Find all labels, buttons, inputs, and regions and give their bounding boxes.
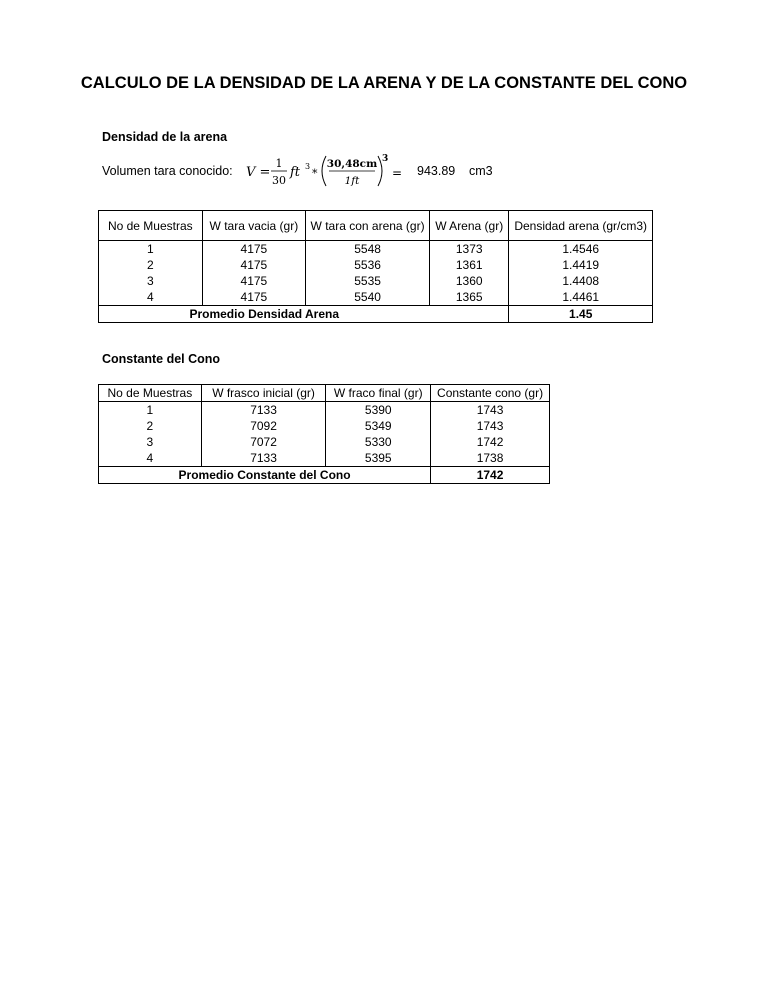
table-cell: 5548 [306, 241, 430, 258]
density-table [98, 210, 653, 323]
column-header: W tara vacia (gr) [202, 211, 306, 241]
table-cell: 1743 [431, 418, 550, 434]
formula-exp: 3 [305, 162, 311, 171]
cone-table-header [99, 385, 550, 402]
formula-lhs: V = [246, 165, 271, 180]
table-cell: 1.4419 [509, 257, 653, 273]
table-row [99, 241, 653, 258]
table-cell: 4175 [202, 289, 306, 306]
formula-inner-den: 1ft [344, 175, 360, 187]
table-row [99, 434, 550, 450]
cone-section-heading: Constante del Cono [102, 352, 221, 366]
average-label: Promedio Densidad Arena [99, 306, 430, 323]
table-cell: 4 [99, 450, 202, 467]
table-cell: 1743 [431, 402, 550, 419]
column-header: W tara con arena (gr) [306, 211, 430, 241]
table-cell: 4 [99, 289, 203, 306]
table-cell: 4175 [202, 257, 306, 273]
volume-value: 943.89 [417, 164, 456, 178]
formula-inner-num: 30,48cm [326, 158, 378, 170]
table-cell: 5536 [306, 257, 430, 273]
table-cell: 7072 [201, 434, 326, 450]
table-cell: 5540 [306, 289, 430, 306]
column-header: No de Muestras [99, 385, 202, 402]
formula-equals: = [392, 166, 403, 180]
average-value: 1.45 [509, 306, 653, 323]
table-cell: 1738 [431, 450, 550, 467]
density-table-header [99, 211, 653, 241]
table-cell: 3 [99, 434, 202, 450]
table-cell [429, 306, 508, 323]
column-header: W Arena (gr) [429, 211, 508, 241]
table-cell: 7092 [201, 418, 326, 434]
table-cell: 5535 [306, 273, 430, 289]
average-value: 1742 [431, 467, 550, 484]
formula-outer-exp: 3 [382, 154, 389, 164]
table-cell: 1360 [429, 273, 508, 289]
page-title: CALCULO DE LA DENSIDAD DE LA ARENA Y DE LA CONSTANTE DEL CONO [80, 74, 688, 92]
table-cell: 1.4408 [509, 273, 653, 289]
table-cell: 3 [99, 273, 203, 289]
column-header: Densidad arena (gr/cm3) [509, 211, 653, 241]
cone-table [98, 384, 550, 484]
column-header: W frasco inicial (gr) [201, 385, 326, 402]
formula-times: * [312, 167, 318, 180]
table-cell: 5349 [326, 418, 431, 434]
table-cell: 1361 [429, 257, 508, 273]
table-row [99, 450, 550, 467]
table-cell: 5390 [326, 402, 431, 419]
volume-formula [246, 152, 406, 190]
table-cell: 1373 [429, 241, 508, 258]
table-cell: 1.4461 [509, 289, 653, 306]
column-header: Constante cono (gr) [431, 385, 550, 402]
table-cell: 1 [99, 241, 203, 258]
table-cell: 5395 [326, 450, 431, 467]
column-header: W fraco final (gr) [326, 385, 431, 402]
table-cell: 2 [99, 418, 202, 434]
average-label: Promedio Constante del Cono [99, 467, 431, 484]
volume-unit: cm3 [469, 164, 493, 178]
table-cell: 4175 [202, 273, 306, 289]
column-header: No de Muestras [99, 211, 203, 241]
volume-row [102, 152, 522, 190]
density-section-heading: Densidad de la arena [102, 130, 228, 144]
table-row [99, 273, 653, 289]
average-row [99, 467, 550, 484]
table-cell: 7133 [201, 402, 326, 419]
table-row [99, 289, 653, 306]
table-cell: 1742 [431, 434, 550, 450]
average-row [99, 306, 653, 323]
table-row [99, 402, 550, 419]
formula-frac-den: 30 [272, 174, 286, 187]
table-cell: 4175 [202, 241, 306, 258]
volume-label: Volumen tara conocido: [102, 164, 233, 178]
table-row [99, 257, 653, 273]
table-cell: 7133 [201, 450, 326, 467]
table-cell: 5330 [326, 434, 431, 450]
table-cell: 1.4546 [509, 241, 653, 258]
table-row [99, 418, 550, 434]
formula-ft: ft [290, 165, 301, 180]
table-cell: 1 [99, 402, 202, 419]
table-cell: 1365 [429, 289, 508, 306]
table-cell: 2 [99, 257, 203, 273]
formula-frac-num: 1 [275, 157, 283, 170]
